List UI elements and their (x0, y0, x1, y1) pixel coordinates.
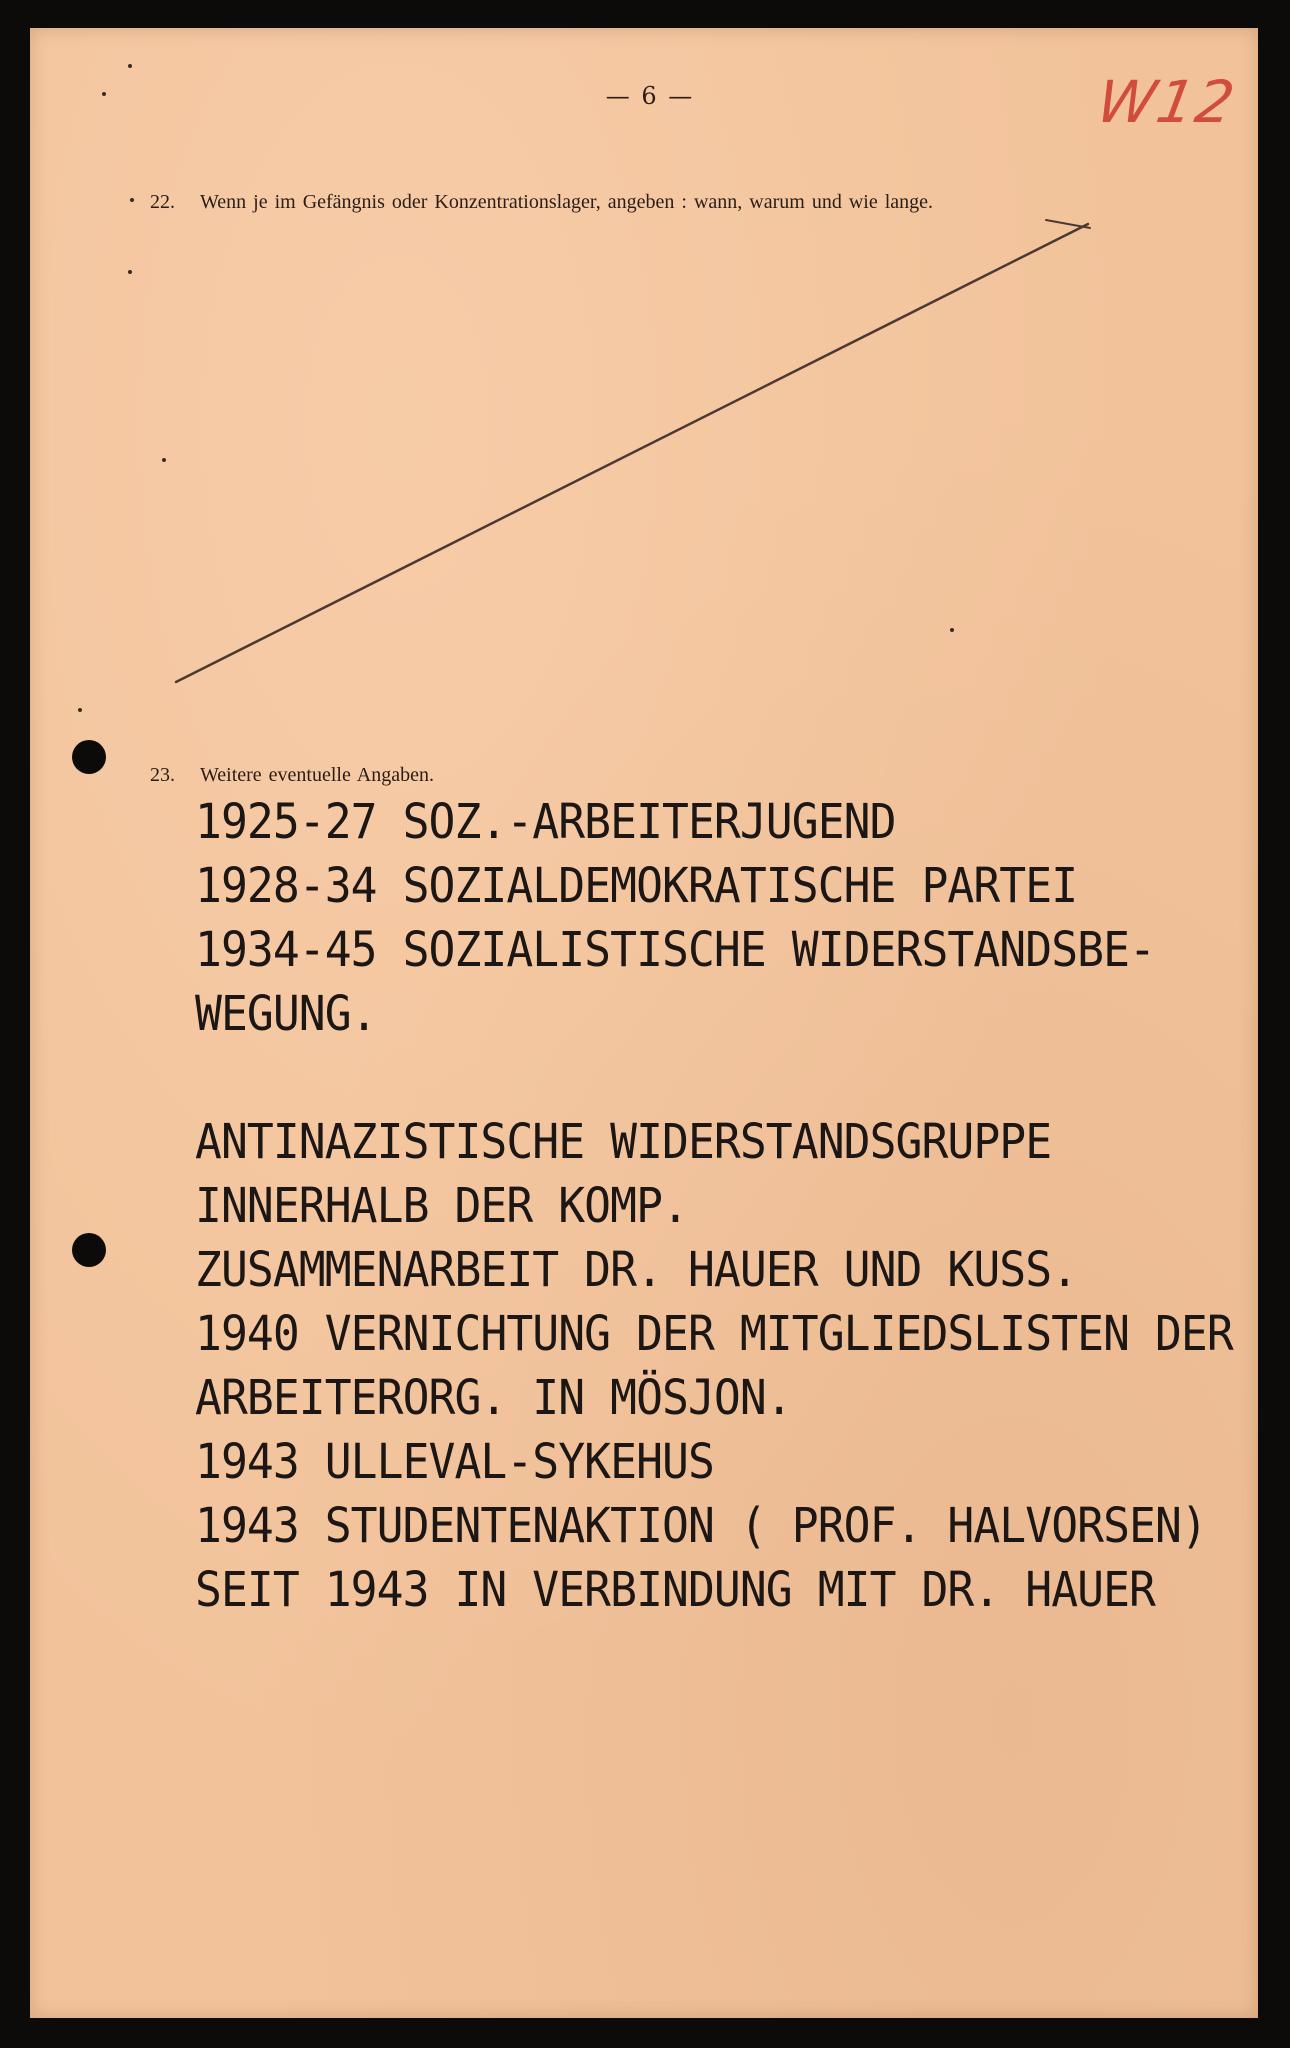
handwritten-answer (195, 790, 1233, 1622)
handwritten-line: 1928-34 SOZIALDEMOKRATISCHE PARTEI (195, 858, 1078, 914)
paper-speck (78, 708, 82, 712)
handwritten-line: 1943 ULLEVAL-SYKEHUS (195, 1434, 714, 1490)
handwritten-line: 1925-27 SOZ.-ARBEITERJUGEND (195, 794, 896, 850)
paper-speck (128, 270, 132, 274)
handwritten-line: WEGUNG. (195, 986, 377, 1042)
question-number: 23. (150, 764, 175, 786)
paper-speck (102, 92, 106, 96)
handwritten-line: INNERHALB DER KOMP. (195, 1178, 688, 1234)
paper-speck (130, 198, 134, 202)
handwritten-line: 1934-45 SOZIALISTISCHE WIDERSTANDSBE- (195, 922, 1155, 978)
handwritten-line: 1943 STUDENTENAKTION ( PROF. HALVORSEN) (195, 1498, 1207, 1554)
question-22 (150, 191, 933, 214)
punch-hole (72, 1233, 106, 1267)
page-number: — 6 — (605, 82, 695, 110)
handwritten-line: ANTINAZISTISCHE WIDERSTANDSGRUPPE (195, 1114, 1052, 1170)
handwritten-line: ZUSAMMENARBEIT DR. HAUER UND KUSS. (195, 1242, 1078, 1298)
punch-hole (72, 740, 106, 774)
handwritten-line: 1940 VERNICHTUNG DER MITGLIEDSLISTEN DER (195, 1306, 1233, 1362)
paper-speck (950, 628, 954, 632)
strike-through-line (30, 28, 1258, 828)
paper-speck (162, 458, 166, 462)
blank-line (195, 1046, 1181, 1110)
question-text: Wenn je im Gefängnis oder Konzentrationslager, angeben : wann, warum und wie lange. (200, 191, 934, 213)
question-number: 22. (150, 191, 175, 213)
handwritten-line: ARBEITERORG. IN MÖSJON. (195, 1370, 792, 1426)
document-page (30, 28, 1258, 2018)
paper-speck (128, 64, 132, 68)
question-text: Weitere eventuelle Angaben. (200, 764, 434, 786)
margin-note-red: W12 (1092, 68, 1242, 136)
question-23 (150, 764, 434, 787)
handwritten-line: SEIT 1943 IN VERBINDUNG MIT DR. HAUER (195, 1562, 1155, 1618)
